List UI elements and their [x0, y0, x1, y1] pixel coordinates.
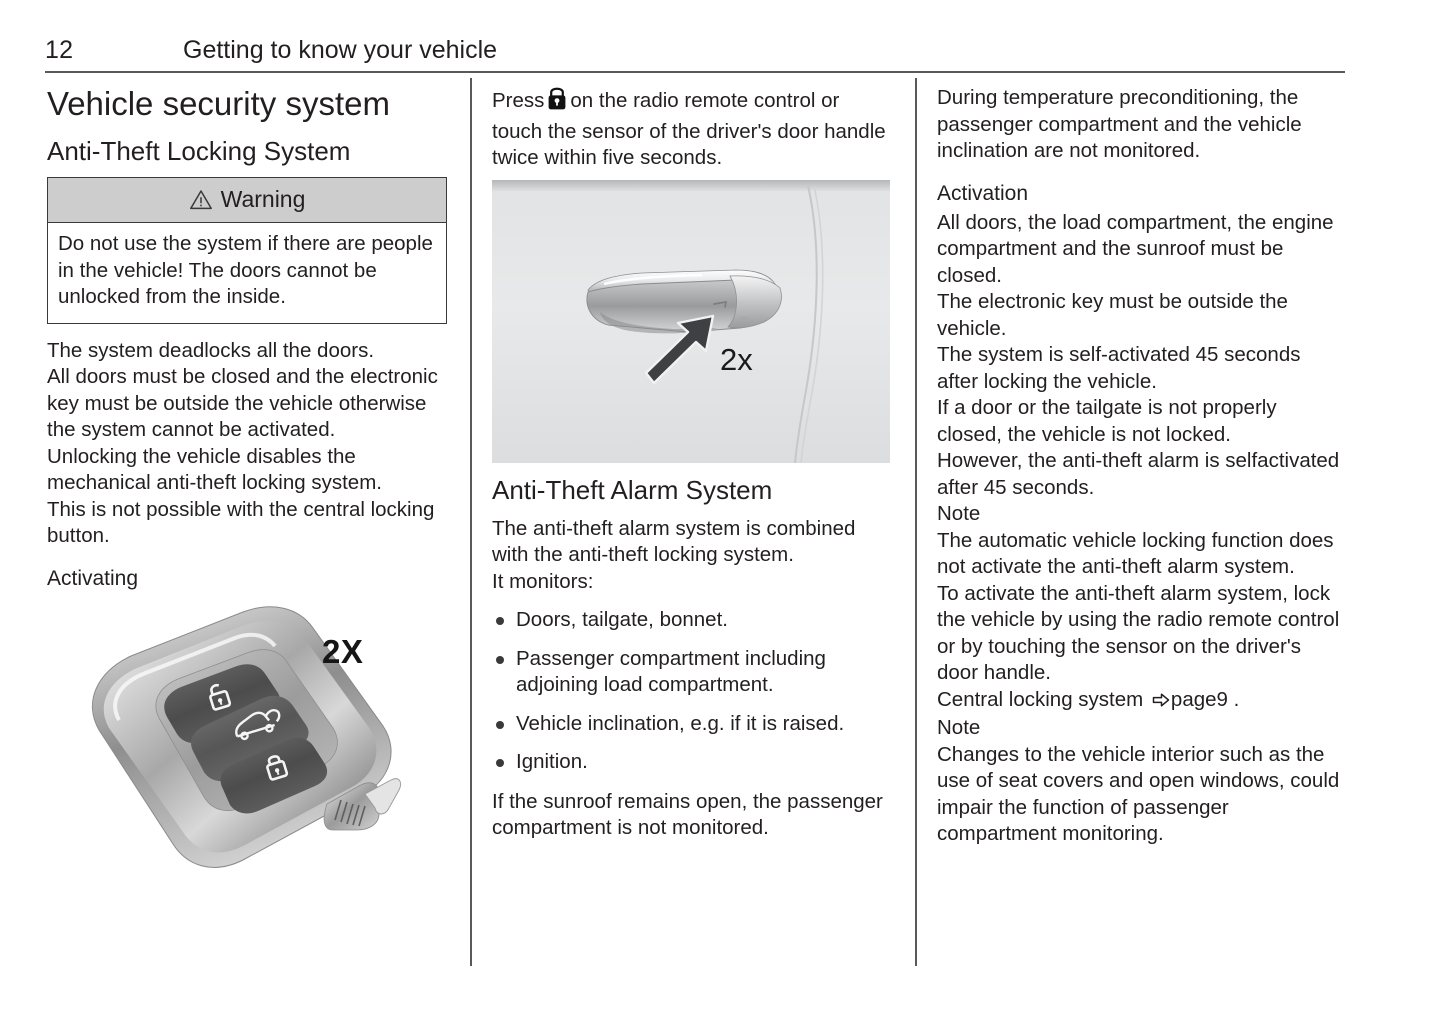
warning-triangle-icon — [189, 189, 213, 210]
monitored-items-list — [492, 607, 890, 776]
paragraph-unlocking-disables: Unlocking the vehicle disables the mechanical anti-theft locking system. — [47, 444, 382, 495]
subsection-title-activating: Activating — [47, 566, 139, 590]
paragraph-press-lock — [492, 85, 890, 172]
note-text-2: Changes to the vehicle interior such as the use of seat covers and open windows, could impair the function of passenger compartment monitoring. — [937, 742, 1340, 846]
warning-label: Warning — [220, 186, 306, 213]
page-header — [45, 36, 1345, 70]
paragraph-preconditioning: During temperature preconditioning, the passenger compartment and the vehicle inclination are not monitored. — [937, 86, 1302, 162]
warning-box — [47, 177, 447, 324]
list-item: Passenger compartment including adjoining load compartment. — [492, 646, 890, 699]
section-title: Vehicle security system — [47, 85, 390, 122]
subsection-title-locking: Anti-Theft Locking System — [47, 135, 351, 166]
paragraph-central-locking-button: This is not possible with the central locking button. — [47, 497, 435, 548]
page-title: Getting to know your vehicle — [183, 36, 498, 64]
key-fob-illustration — [47, 598, 447, 888]
lock-padlock-icon — [547, 85, 567, 119]
right-arrow-icon — [1152, 689, 1170, 716]
note-text-1b: To activate the anti-theft alarm system, lock the vehicle by using the radio remote control or by touching the sensor on the driver's door handle. — [937, 581, 1340, 685]
paragraph-selfactivated-45: However, the anti-theft alarm is selfactivated after 45 seconds. — [937, 449, 1340, 499]
xref-suffix: . — [1233, 687, 1240, 711]
column-divider-2 — [915, 78, 917, 966]
paragraph-doors-closed: All doors must be closed and the electronic key must be outside the vehicle otherwise the system cannot be activated. — [47, 365, 438, 442]
door-handle-sensor-illustration — [492, 180, 890, 463]
note-label-1: Note — [937, 502, 981, 526]
paragraph-key-outside: The electronic key must be outside the vehicle. — [937, 290, 1288, 340]
list-item: Ignition. — [492, 749, 890, 776]
header-rule — [45, 71, 1345, 73]
paragraph-self-activated: The system is self-activated 45 seconds after locking the vehicle. — [937, 343, 1301, 393]
paragraph-sunroof-open: If the sunroof remains open, the passenger compartment is not monitored. — [492, 789, 883, 840]
paragraph-door-not-closed: If a door or the tailgate is not properly closed, the vehicle is not locked. — [937, 396, 1277, 446]
key-fob-multiplier-label: 2X — [322, 632, 364, 670]
warning-box-header — [48, 178, 446, 223]
column-middle — [492, 85, 890, 842]
xref-target[interactable]: page9 — [1170, 687, 1228, 711]
subsection-title-activation: Activation — [937, 181, 1029, 205]
note-label-2: Note — [937, 716, 981, 740]
page-number: 12 — [45, 36, 74, 64]
column-left — [47, 85, 447, 888]
cross-reference-central-locking[interactable] — [937, 687, 1347, 716]
list-item: Vehicle inclination, e.g. if it is raised. — [492, 711, 890, 738]
column-right — [937, 85, 1347, 848]
warning-text: Do not use the system if there are people in the vehicle! The doors cannot be unlocked from the inside. — [58, 232, 433, 309]
note-text-1a: The automatic vehicle locking function does not activate the anti-theft alarm system. — [937, 528, 1334, 579]
paragraph-alarm-combined: The anti-theft alarm system is combined with the anti-theft locking system. — [492, 516, 856, 567]
svg-text:2x: 2x — [720, 341, 753, 377]
xref-label: Central locking system — [937, 687, 1144, 711]
subsection-title-alarm: Anti-Theft Alarm System — [492, 474, 773, 505]
paragraph-all-doors-closed: All doors, the load compartment, the engine compartment and the sunroof must be closed. — [937, 210, 1334, 287]
list-item: Doors, tailgate, bonnet. — [492, 607, 890, 634]
paragraph-it-monitors: It monitors: — [492, 569, 594, 593]
column-divider-1 — [470, 78, 472, 966]
press-text-after: on the radio remote control or touch the sensor of the driver's door handle twice within five seconds. — [492, 89, 886, 169]
paragraph-deadlock: The system deadlocks all the doors. — [47, 338, 375, 362]
press-text-before: Press — [492, 89, 545, 112]
